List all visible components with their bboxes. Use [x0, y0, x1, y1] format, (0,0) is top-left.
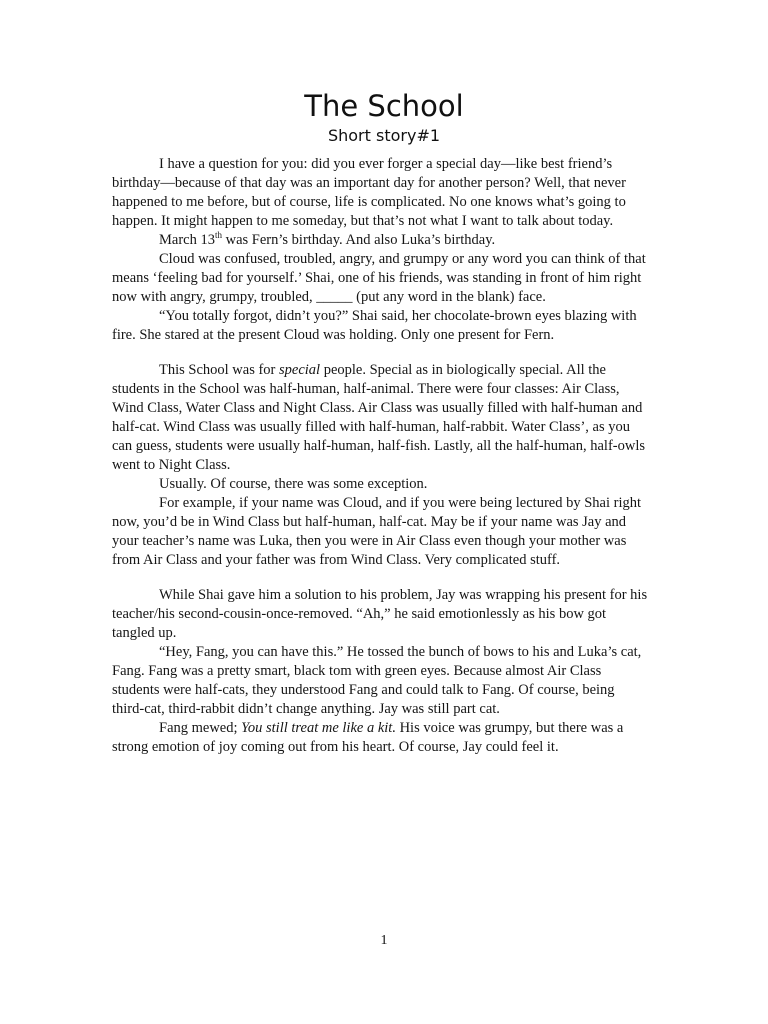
paragraph-text: This School was for — [159, 362, 280, 378]
paragraph — [112, 719, 648, 757]
paragraph — [112, 155, 648, 231]
paragraph-text: While Shai gave him a solution to his problem, Jay was wrapping his present for his teacher/his second-cousin-once-removed. “Ah,” he said emotionlessly as his bow got tangled up. — [112, 587, 648, 641]
italic-text: You still treat me like a kit. — [241, 720, 396, 736]
paragraph-text: Cloud was confused, troubled, angry, and grumpy or any word you can think of that means ‘feeling bad for yourself.’ Shai, one of his friends, was standing in front of him right now with angry, grumpy, troubled, _____ (put any word in the blank) face. — [112, 251, 646, 305]
paragraph-text: March 13 — [159, 232, 215, 248]
paragraph-text: His voice was grumpy, but there was a strong emotion of joy coming out from his heart. Of course, Jay could feel it. — [112, 720, 624, 755]
story-body — [112, 155, 648, 757]
paragraph-text: Usually. Of course, there was some exception. — [159, 476, 428, 492]
italic-text: special — [279, 362, 321, 378]
paragraph-text: was Fern’s birthday. And also Luka’s birthday. — [221, 232, 496, 248]
paragraph-spacer — [112, 345, 648, 361]
paragraph — [112, 307, 648, 345]
paragraph-spacer — [112, 570, 648, 586]
paragraph-text: I have a question for you: did you ever forger a special day—like best friend’s birthday—because of that day was an important day for another person? Well, that never happened to me before, but of course, life is complicated. No one knows what’s going to happen. It might happen to me someday, but that’s not what I want to talk about today. — [112, 156, 626, 229]
paragraph — [112, 231, 648, 250]
paragraph-text: “Hey, Fang, you can have this.” He tossed the bunch of bows to his and Luka’s cat, Fang. Fang was a pretty smart, black tom with green eyes. Because almost Air Class students were half-cats, they understood Fang and could talk to Fang. Of course, being third-cat, third-rabbit didn’t change anything. Jay was still part cat. — [112, 644, 642, 717]
paragraph-text: people. Special as in biologically special. All the students in the School was half-human, half-animal. There were four classes: Air Class, Wind Class, Water Class and Night Class. Air Class was usually filled with half-human and half-cat. Wind Class was usually filled with half-human, half-rabbit. Water Class’, as you can guess, students were usually half-human, half-fish. Lastly, all the half-human, half-owls went to Night Class. — [112, 362, 645, 473]
document-subtitle: Short story#1 — [327, 126, 441, 145]
paragraph — [112, 494, 648, 570]
paragraph — [112, 586, 648, 643]
document-title: The School — [304, 89, 464, 123]
paragraph-text: “You totally forgot, didn’t you?” Shai said, her chocolate-brown eyes blazing with fire. She stared at the present Cloud was holding. Only one present for Fern. — [112, 308, 637, 343]
page-number: 1 — [380, 933, 388, 948]
paragraph-text: For example, if your name was Cloud, and if you were being lectured by Shai right now, you’d be in Wind Class but half-human, half-cat. May be if your name was Jay and your teacher’s name was Luka, then you were in Air Class even though your mother was from Air Class and your father was from Wind Class. Very complicated stuff. — [112, 495, 642, 568]
paragraph-text: Fang mewed; — [159, 720, 242, 736]
paragraph — [112, 475, 648, 494]
paragraph — [112, 643, 648, 719]
paragraph — [112, 361, 648, 475]
paragraph — [112, 250, 648, 307]
ordinal-superscript: th — [214, 230, 222, 241]
